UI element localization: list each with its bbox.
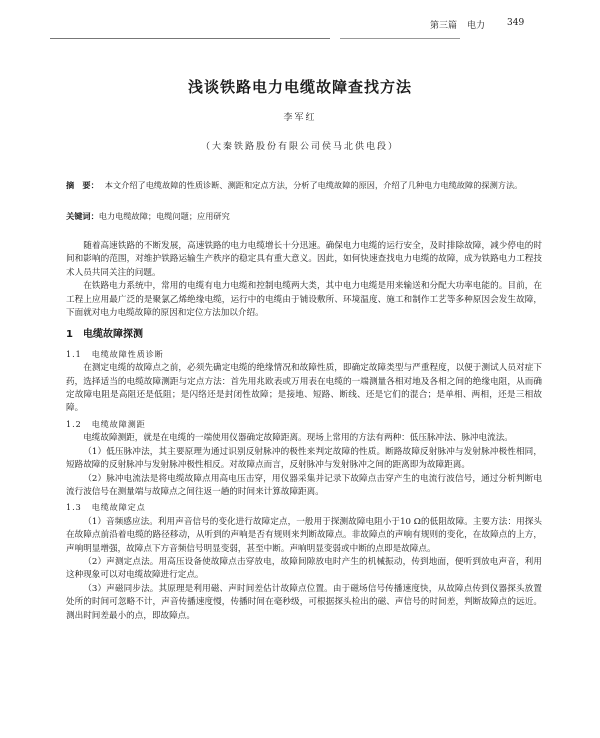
abstract-label: 摘 要：: [66, 180, 99, 190]
header-rule-left: [50, 38, 330, 39]
subsection-1-3-item-1: （1）音频感应法。利用声音信号的变化进行故障定点，一般用于探测故障电阻小于10 Ω的低阻故障。主要方法：用探头在故障点前沿着电缆的路径移动，从听到的声响是否有规则来判断故障点。非故障点的声响有规则的变化，在故障点的上方，声响明显增强，故障点下方音频信号明显变弱，甚至中断。声响明显变弱或中断的点即是故障点。: [66, 516, 542, 554]
subsection-1-1-paragraph: 在测定电缆的故障点之前，必须先确定电缆的绝缘情况和故障性质，即确定故障类型与严重程度，以便于测试人员对症下药，选择适当的电缆故障测距与定点方法：首先用兆欧表或万用表在电缆的一端测量各相对地及各相之间的绝缘电阻，从而确定故障电阻是高阻还是低阻；是闪络还是封闭性故障；是接地、短路、断线、还是它们的混合；是单相、两相，还是三相故障。: [66, 363, 542, 414]
keywords: [66, 211, 536, 222]
running-header: [430, 18, 530, 31]
abstract-text: 本文介绍了电缆故障的性质诊断、测距和定点方法，分析了电缆故障的原因，介绍了几种电力电缆故障的探测方法。: [104, 180, 523, 190]
subsection-1-1-heading: [66, 348, 542, 361]
intro-paragraph-1: 随着高速铁路的不断发展，高速铁路的电力电缆增长十分迅速。确保电力电缆的运行安全，及时排除故障，减少停电的时间和影响的范围，对维护铁路运输生产秩序的稳定具有重大意义。因此，如何快速查找电力电缆的故障，成为铁路电力工程技术人员共同关注的问题。: [66, 241, 542, 278]
header-chapter: 第三篇: [430, 21, 458, 31]
author-affiliation: （大秦铁路股份有限公司侯马北供电段）: [200, 142, 399, 152]
subsection-1-3-item-2: （2）声测定点法。用高压设备使故障点击穿放电，故障间隙放电时产生的机械振动，传到地面，便听到放电声音，利用这种现象可以对电缆故障进行定点。: [66, 556, 542, 581]
keywords-text: 电力电缆故障；电缆问题；应用研究: [98, 211, 230, 221]
header-section: 电力: [467, 21, 486, 31]
subsection-1-2-number: 1.2: [66, 419, 82, 429]
author-name: 李军红: [283, 113, 317, 123]
subsection-1-3-heading: [66, 501, 542, 514]
subsection-1-2-heading: [66, 418, 542, 431]
subsection-1-2-title: 电缆故障测距: [91, 419, 146, 429]
section-1-heading: [66, 328, 542, 341]
subsection-1-2-item-1: （1）低压脉冲法，其主要原理为通过识别反射脉冲的极性来判定故障的性质。断路故障反射脉冲与发射脉冲极性相同，短路故障的反射脉冲与发射脉冲极性相反。对故障点而言，反射脉冲与发射脉冲之间的距离即为故障距离。: [66, 446, 542, 471]
paper-body: [66, 240, 542, 623]
page-number: 349: [507, 18, 525, 28]
abstract: [66, 178, 536, 193]
subsection-1-1-title: 电缆故障性质诊断: [91, 349, 164, 359]
subsection-1-2-paragraph: 电缆故障测距，就是在电缆的一端使用仪器确定故障距离。现场上常用的方法有两种：低压脉冲法、脉冲电流法。: [83, 433, 513, 444]
subsection-1-3-title: 电缆故障定点: [91, 503, 146, 513]
keywords-label: 关键词：: [66, 211, 99, 221]
subsection-1-3-number: 1.3: [66, 503, 82, 513]
subsection-1-2-item-2: （2）脉冲电流法是将电缆故障点用高电压击穿，用仪器采集并记录下故障点击穿产生的电流行波信号，通过分析判断电流行波信号在测量端与故障点之间往返一趟的时间来计算故障距离。: [66, 473, 542, 497]
intro-paragraph-2: 在铁路电力系统中，常用的电缆有电力电缆和控制电缆两大类，其中电力电缆是用来输送和分配大功率电能的。目前，在工程上应用最广泛的是聚氯乙烯绝缘电缆，运行中的电缆由于铺设敷所、环境温度、施工和制作工艺等多种原因会发生故障，下面就对电力电缆故障的原因和定位方法加以介绍。: [66, 281, 542, 319]
subsection-1-1-number: 1.1: [66, 349, 82, 359]
section-1-title: 电缆故障探测: [82, 329, 143, 341]
section-1-number: 1: [66, 329, 73, 341]
header-rule-right: [340, 38, 460, 39]
subsection-1-3-item-3: （3）声磁同步法。其原理是利用磁、声时间差估计故障点位置。由于磁场信号传播速度快，从故障点传到仪器探头放置处所的时间可忽略不计，声音传播速度慢，传播时间在毫秒级，可根据探头检出的磁、声信号的时间差，判断故障点的远近。测出时间差最小的点，即故障点。: [66, 583, 542, 621]
paper-title: 浅谈铁路电力电缆故障查找方法: [187, 78, 412, 96]
